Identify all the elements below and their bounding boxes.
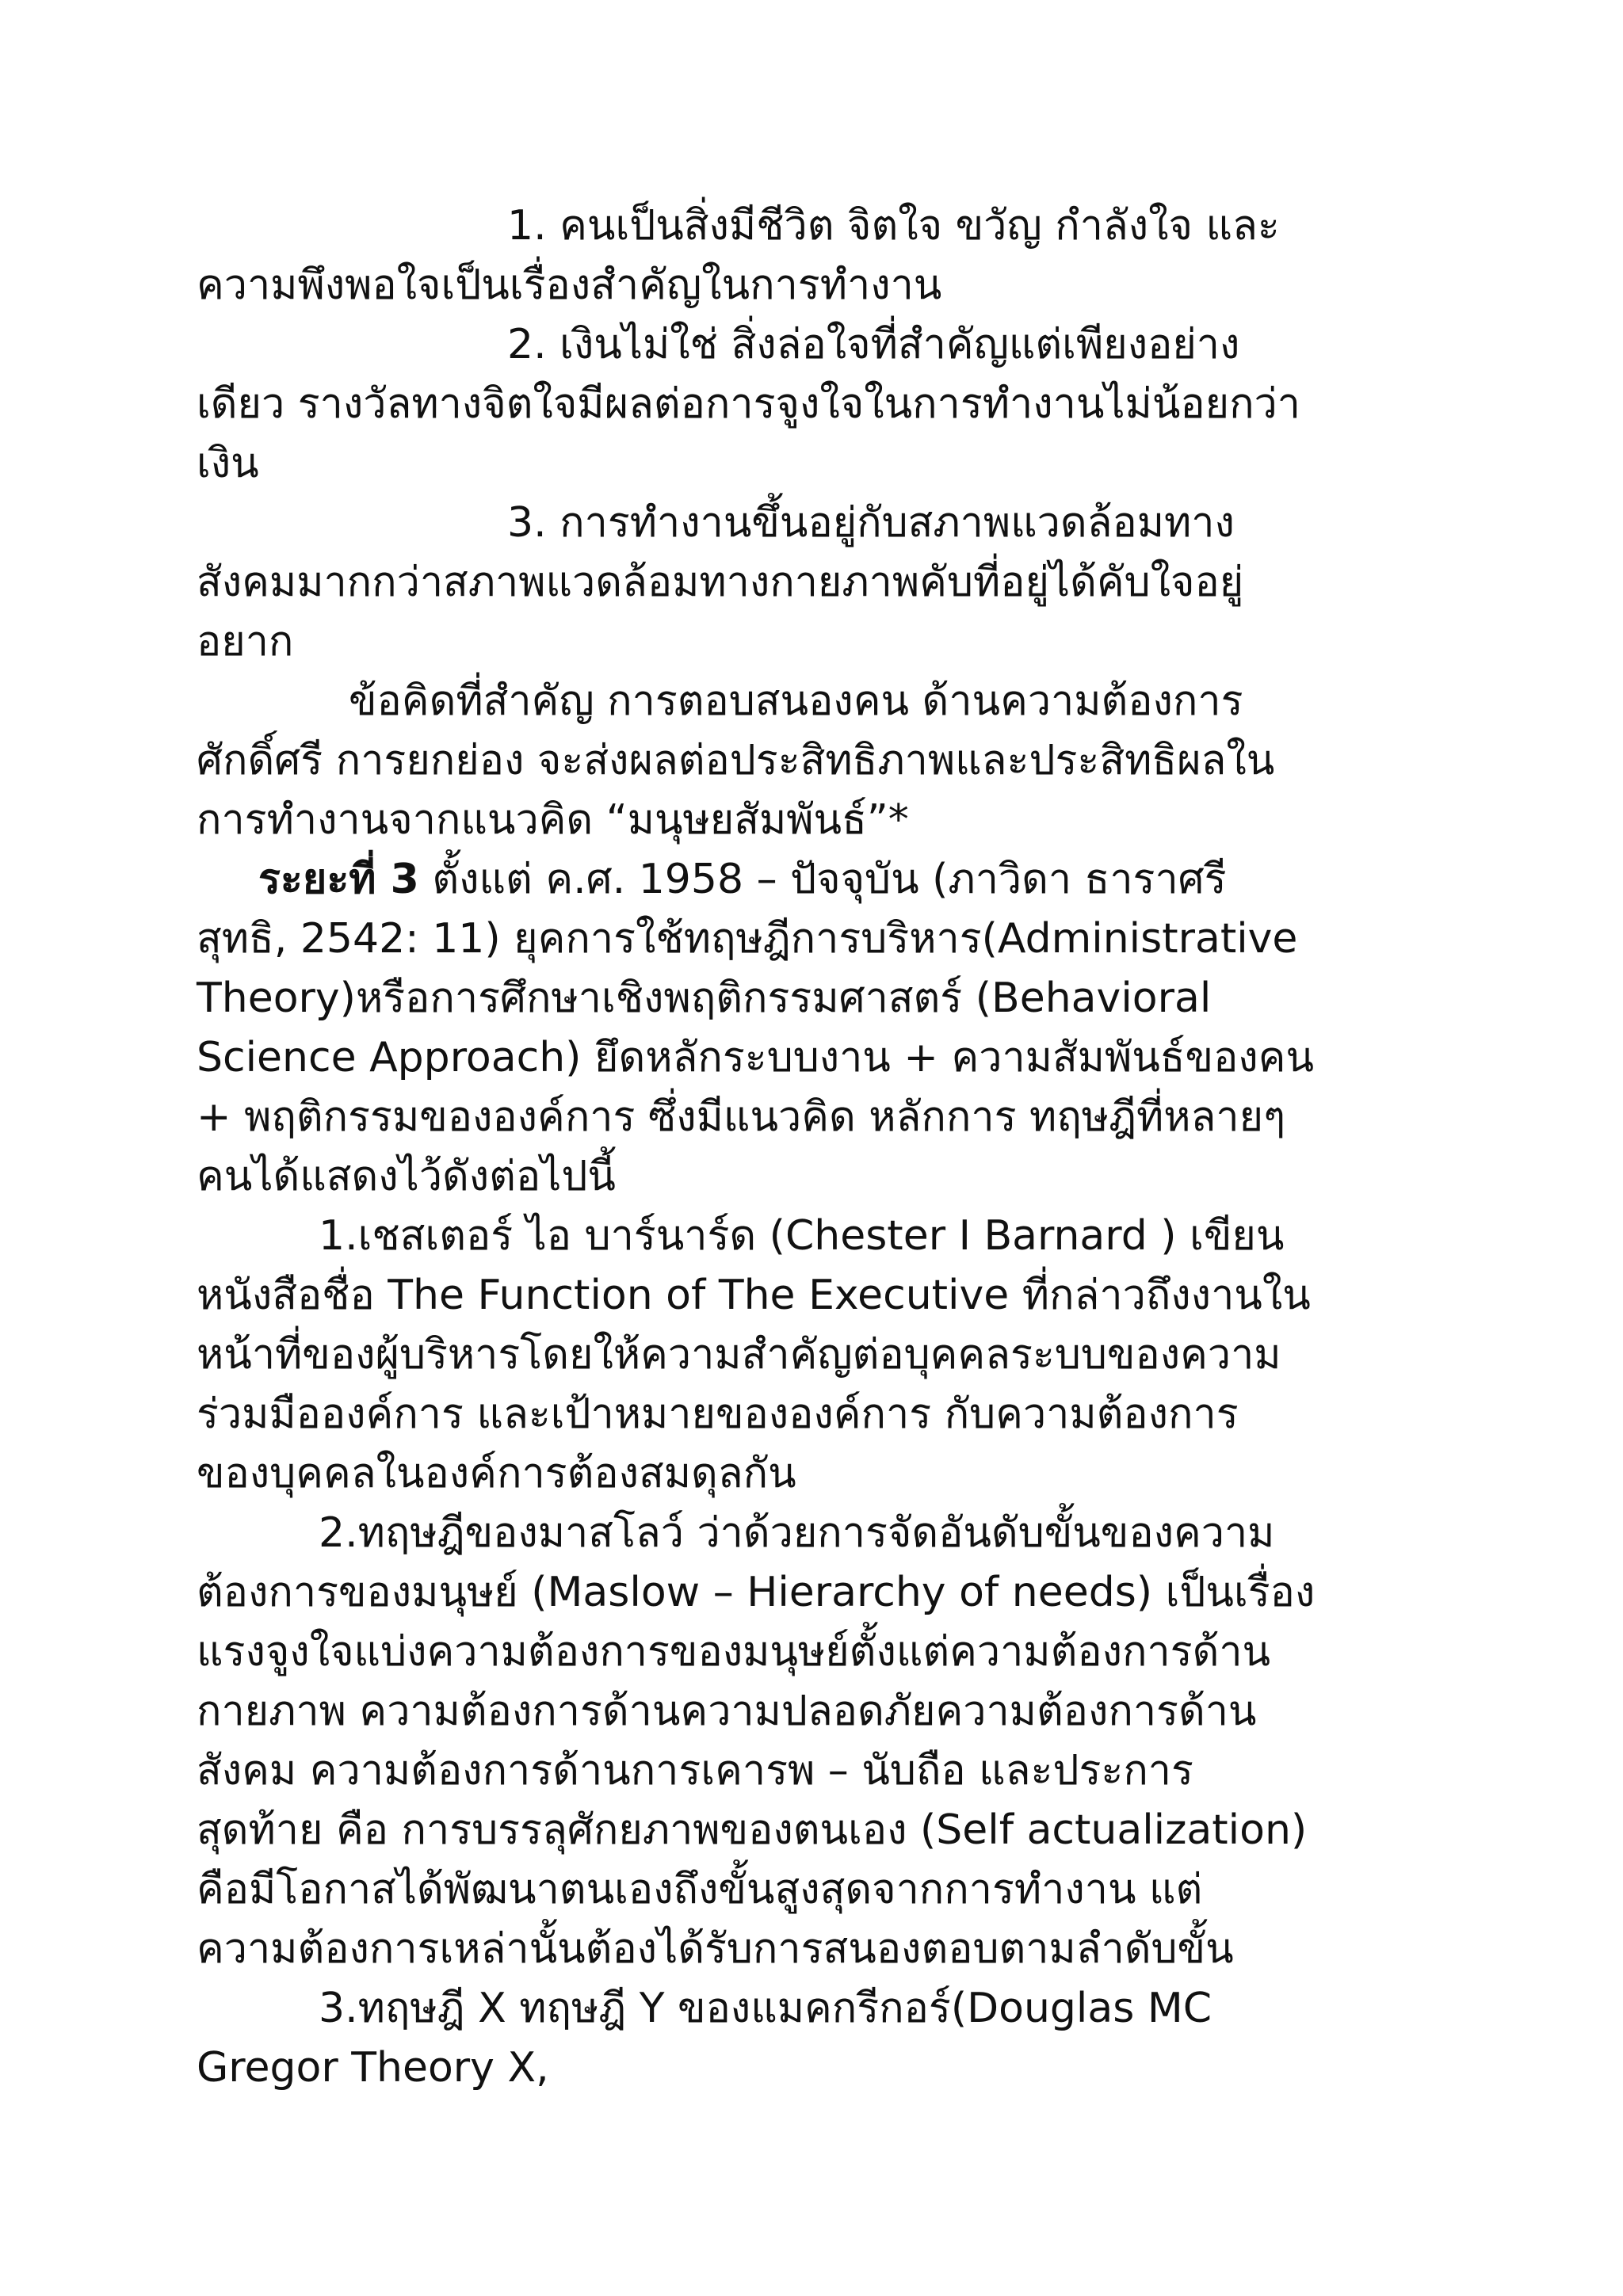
text-line: สุทธิ, 2542: 11) ยุคการใช้ทฤษฎีการบริหาร(Administrative (197, 915, 1298, 963)
text-line: Gregor Theory X, (197, 2044, 549, 2092)
text-line: ความต้องการเหล่านั้นต้องได้รับการสนองตอบตามลำดับขั้น (197, 1925, 1234, 1973)
text-line: ศักดิ์ศรี การยกย่อง จะส่งผลต่อประสิทธิภาพและประสิทธิผลใน (197, 737, 1275, 784)
text-line: กายภาพ ความต้องการด้านความปลอดภัยความต้องการด้าน (197, 1688, 1257, 1735)
period-heading-line (258, 856, 1227, 903)
text-line: สังคม ความต้องการด้านการเคารพ – นับถือ และประการ (197, 1747, 1193, 1794)
text-line: 3.ทฤษฎี X ทฤษฎี Y ของแมคกรีกอร์(Douglas MC (319, 1985, 1212, 2032)
text-line: คนได้แสดงไว้ดังต่อไปนี้ (197, 1153, 616, 1200)
text-line: หนังสือชื่อ The Function of The Executive ที่กล่าวถึงงานใน (197, 1272, 1311, 1319)
text-line: 2. เงินไม่ใช่ สิ่งล่อใจที่สำคัญแต่เพียงอย่าง (507, 321, 1240, 368)
text-line: แรงจูงใจแบ่งความต้องการของมนุษย์ตั้งแต่ความต้องการด้าน (197, 1628, 1271, 1676)
text-line: Science Approach) ยึดหลักระบบงาน + ความสัมพันธ์ของคน (197, 1034, 1315, 1081)
text-line: ร่วมมือองค์การ และเป้าหมายขององค์การ กับความต้องการ (197, 1390, 1239, 1438)
text-line: ข้อคิดที่สำคัญ การตอบสนองคน ด้านความต้องการ (349, 677, 1243, 725)
text-line: สังคมมากกว่าสภาพแวดล้อมทางกายภาพคับที่อยู่ได้คับใจอยู่ (197, 559, 1244, 606)
text-line: ความพึงพอใจเป็นเรื่องสำคัญในการทำงาน (197, 261, 942, 309)
text-line: การทำงานจากแนวคิด “มนุษยสัมพันธ์”* (197, 796, 909, 844)
period-heading-text: ตั้งแต่ ค.ศ. 1958 – ปัจจุบัน (ภาวิดา ธาราศรี (432, 856, 1227, 903)
text-line: เดียว รางวัลทางจิตใจมีผลต่อการจูงใจในการทำงานไม่น้อยกว่า (197, 380, 1300, 428)
text-line: 2.ทฤษฎีของมาสโลว์ ว่าด้วยการจัดอันดับขั้นของความ (319, 1509, 1275, 1557)
text-line: ต้องการของมนุษย์ (Maslow – Hierarchy of needs) เป็นเรื่อง (197, 1569, 1316, 1616)
text-line: Theory)หรือการศึกษาเชิงพฤติกรรมศาสตร์ (Behavioral (197, 974, 1212, 1022)
text-line: สุดท้าย คือ การบรรลุศักยภาพของตนเอง (Self actualization) (197, 1806, 1308, 1854)
text-line: เงิน (197, 440, 259, 487)
period-heading: ระยะที่ 3 (258, 856, 419, 903)
text-line: ของบุคคลในองค์การต้องสมดุลกัน (197, 1450, 796, 1497)
text-line: หน้าที่ของผู้บริหารโดยให้ความสำคัญต่อบุคคลระบบของความ (197, 1331, 1281, 1379)
text-line: 1. คนเป็นสิ่งมีชีวิต จิตใจ ขวัญ กำลังใจ และ (507, 202, 1280, 250)
text-line: อยาก (197, 618, 294, 666)
text-line: คือมีโอกาสได้พัฒนาตนเองถึงขั้นสูงสุดจากการทำงาน แต่ (197, 1866, 1203, 1913)
text-line: 1.เชสเตอร์ ไอ บาร์นาร์ด (Chester I Barnard ) เขียน (319, 1212, 1285, 1260)
text-line: + พฤติกรรมขององค์การ ซึ่งมีแนวคิด หลักการ ทฤษฎีที่หลายๆ (197, 1093, 1286, 1141)
text-line: 3. การทำงานขึ้นอยู่กับสภาพแวดล้อมทาง (507, 499, 1235, 547)
